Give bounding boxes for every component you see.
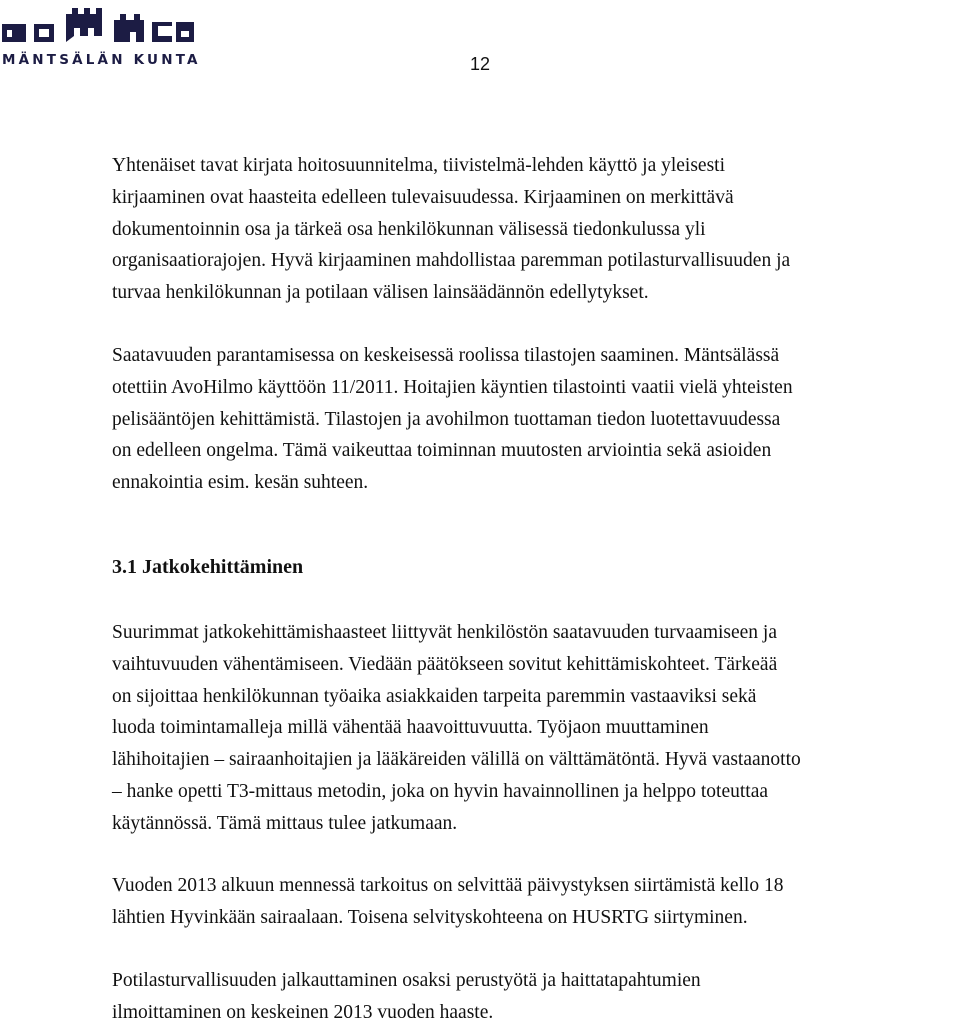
paragraph-line: Yhtenäiset tavat kirjata hoitosuunnitelma, tiivistelmä-lehden käyttö ja yleisesti [112, 155, 726, 176]
paragraph-further-development [112, 617, 801, 840]
paragraph-line: kirjaaminen ovat haasteita edelleen tulevaisuudessa. Kirjaaminen on merkittävä [112, 186, 734, 208]
paragraph-line: organisaatiorajojen. Hyvä kirjaaminen mahdollistaa paremman potilasturvallisuuden ja [112, 250, 791, 272]
paragraph-documentation [112, 150, 790, 309]
paragraph-patient-safety [112, 965, 701, 1029]
paragraph-line: dokumentoinnin osa ja tärkeä osa henkilökunnan välisessä tiedonkulussa yli [112, 218, 706, 240]
logo-text: MÄNTSÄLÄN KUNTA [2, 52, 201, 68]
paragraph-line: lähihoitajien – sairaanhoitajien ja lääkäreiden välillä on välttämätöntä. Hyvä vastaanotto [112, 749, 801, 771]
paragraph-line: Vuoden 2013 alkuun mennessä tarkoitus on selvittää päivystyksen siirtämistä kello 18 [112, 875, 784, 896]
paragraph-line: lähtien Hyvinkään sairaalaan. Toisena selvityskohteena on HUSRTG siirtyminen. [112, 906, 748, 928]
paragraph-line: luoda toimintamalleja millä vähentää haavoittuvuutta. Työjaon muuttaminen [112, 717, 709, 739]
paragraph-line: vaihtuvuuden vähentämiseen. Viedään päätökseen sovitut kehittämiskohteet. Tärkeää [112, 653, 778, 675]
paragraph-line: turvaa henkilökunnan ja potilaan välisen lainsäädännön edellytykset. [112, 282, 649, 304]
municipality-logo [0, 2, 200, 72]
paragraph-line: ilmoittaminen on keskeinen 2013 vuoden haaste. [112, 1001, 494, 1023]
section-heading: 3.1 Jatkokehittäminen [112, 556, 304, 578]
paragraph-line: – hanke opetti T3-mittaus metodin, joka on hyvin havainnollinen ja helppo toteuttaa [112, 780, 769, 802]
paragraph-line: on sijoittaa henkilökunnan työaika asiakkaiden tarpeita paremmin vastaaviksi sekä [112, 685, 757, 707]
paragraph-line: Potilasturvallisuuden jalkauttaminen osaksi perustyötä ja haittatapahtumien [112, 970, 701, 991]
paragraph-line: Saatavuuden parantamisessa on keskeisessä roolissa tilastojen saaminen. Mäntsälässä [112, 345, 780, 366]
paragraph-line: käytännössä. Tämä mittaus tulee jatkumaan. [112, 812, 458, 834]
logo-emblem [0, 2, 200, 52]
paragraph-line: Suurimmat jatkokehittämishaasteet liittyvät henkilöstön saatavuuden turvaamiseen ja [112, 622, 777, 643]
paragraph-emergency-transfer [112, 870, 783, 934]
paragraph-line: on edelleen ongelma. Tämä vaikeuttaa toiminnan muutosten arviointia sekä asioiden [112, 440, 772, 462]
paragraph-line: otettiin AvoHilmo käyttöön 11/2011. Hoitajien käyntien tilastointi vaatii vielä yhteisten [112, 376, 793, 398]
paragraph-availability [112, 340, 793, 499]
paragraph-line: ennakointia esim. kesän suhteen. [112, 472, 369, 494]
paragraph-line: pelisääntöjen kehittämistä. Tilastojen ja avohilmon tuottaman tiedon luotettavuudessa [112, 408, 781, 430]
page-number: 12 [470, 54, 491, 74]
